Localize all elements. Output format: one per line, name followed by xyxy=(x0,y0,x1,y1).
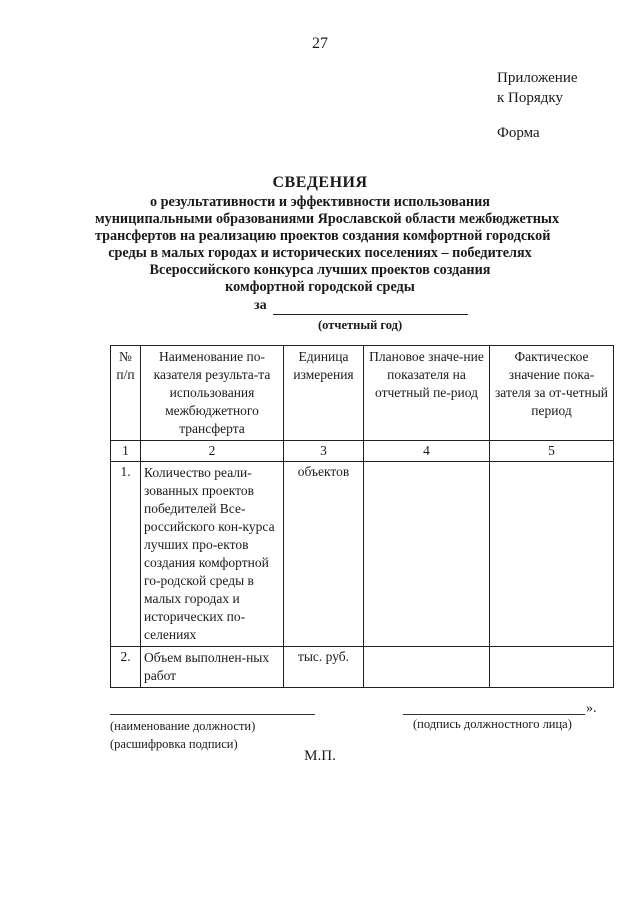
position-label: (наименование должности) xyxy=(110,719,256,733)
row-number: 1. xyxy=(111,462,141,647)
column-number: 5 xyxy=(490,441,614,462)
header-cell: № п/п xyxy=(111,346,141,441)
table-row xyxy=(111,647,614,688)
column-number-row xyxy=(111,441,614,462)
column-number: 2 xyxy=(141,441,284,462)
row-number: 2. xyxy=(111,647,141,688)
report-table xyxy=(110,345,614,688)
actual-value xyxy=(490,647,614,688)
period-fill-line xyxy=(273,314,468,315)
signature-label: (подпись должностного лица) xyxy=(413,717,572,731)
title-line: среды в малых городах и исторических поселениях – победителях xyxy=(108,245,532,261)
column-number: 3 xyxy=(284,441,364,462)
unit-of-measure: объектов xyxy=(284,462,364,647)
period-prefix: за xyxy=(254,298,267,313)
decoding-label: (расшифровка подписи) xyxy=(110,737,238,751)
indicator-name: Объем выполнен-ных работ xyxy=(141,647,284,688)
stamp-placeholder: М.П. xyxy=(304,748,336,764)
title-line: Всероссийского конкурса лучших проектов создания xyxy=(149,262,491,278)
document-title xyxy=(95,174,560,296)
period-label: (отчетный год) xyxy=(318,318,403,332)
form-label: Форма xyxy=(497,125,540,141)
column-number: 1 xyxy=(111,441,141,462)
planned-value xyxy=(364,647,490,688)
header-cell: Единица измерения xyxy=(284,346,364,441)
table-header-row xyxy=(111,346,614,441)
position-fill-line xyxy=(110,714,315,715)
actual-value xyxy=(490,462,614,647)
unit-of-measure: тыс. руб. xyxy=(284,647,364,688)
appendix-line: к Порядку xyxy=(497,90,563,106)
planned-value xyxy=(364,462,490,647)
table-row xyxy=(111,462,614,647)
appendix-reference xyxy=(497,68,578,108)
column-number: 4 xyxy=(364,441,490,462)
title-line: муниципальными образованиями Ярославской области межбюджетных xyxy=(95,211,560,227)
header-cell: Наименование по-казателя результа-та использования межбюджетного трансферта xyxy=(141,346,284,441)
title-line: комфортной городской среды xyxy=(225,279,415,295)
page-number: 27 xyxy=(312,35,328,52)
closing-quote: ». xyxy=(586,701,597,716)
title-line: трансфертов на реализацию проектов создания комфортной городской xyxy=(95,228,551,244)
signature-fill-line xyxy=(403,714,585,715)
title-main: СВЕДЕНИЯ xyxy=(272,174,368,191)
indicator-name: Количество реали-зованных проектов победителей Все-российского кон-курса лучших про-ектов создания комфортной го-родской среды в малых городах и исторических по-селениях xyxy=(141,462,284,647)
appendix-line: Приложение xyxy=(497,70,578,86)
header-cell: Плановое значе-ние показателя на отчетный пе-риод xyxy=(364,346,490,441)
header-cell: Фактическое значение пока-зателя за от-четный период xyxy=(490,346,614,441)
title-line: о результативности и эффективности использования xyxy=(150,194,490,210)
